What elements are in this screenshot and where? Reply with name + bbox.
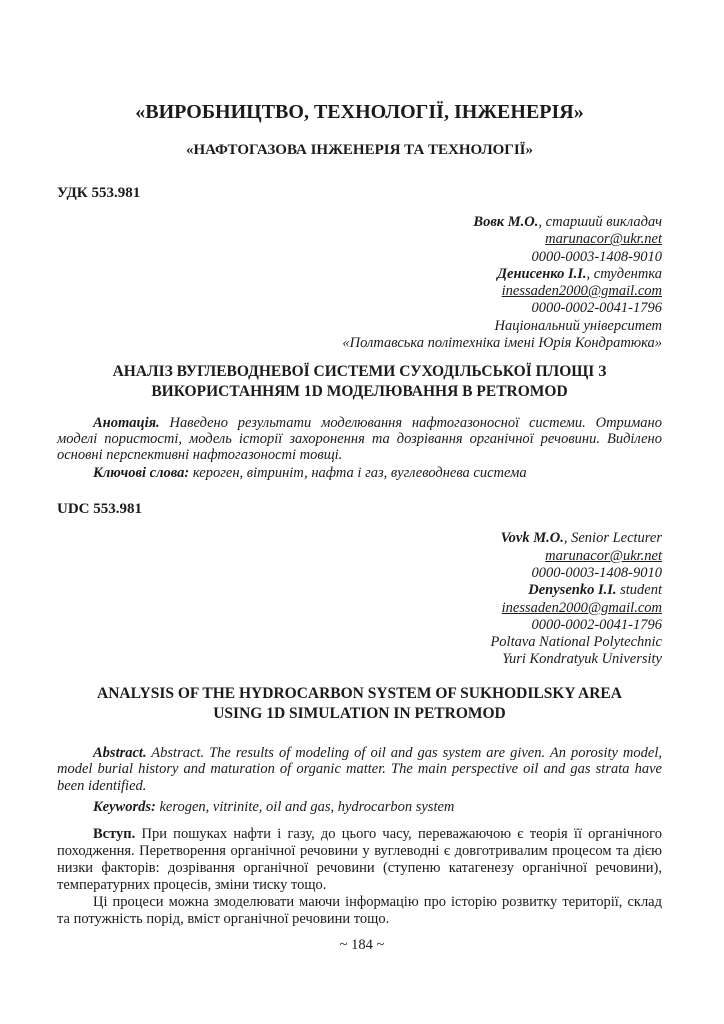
author2-line-uk — [57, 266, 662, 283]
abstract-uk — [57, 415, 662, 463]
author2-role-uk: , студентка — [586, 265, 662, 282]
abstract-label-en: Abstract. — [93, 744, 147, 761]
author1-email-link-uk[interactable]: marunacor@ukr.net — [545, 231, 662, 248]
udc-code-en: UDC 553.981 — [57, 501, 142, 518]
author2-orcid-uk: 0000-0002-0041-1796 — [531, 300, 662, 317]
authors-block-uk — [57, 214, 662, 352]
authors-block-en — [57, 530, 662, 668]
author1-line-uk — [57, 214, 662, 231]
author1-name-en: Vovk M.O. — [500, 530, 564, 547]
author1-email-line-en — [57, 548, 662, 565]
author1-name-uk: Вовк М.О. — [473, 214, 539, 230]
author2-name-uk: Денисенко І.І. — [497, 265, 587, 282]
intro-paragraph-2: Ці процеси можна змоделювати маючи інформацію про історію розвитку території, склад та потужність порід, вміст органічної речовини тощо. — [57, 893, 662, 927]
abstract-en — [57, 745, 662, 795]
article-title-en: ANALYSIS OF THE HYDROCARBON SYSTEM OF SUKHODILSKY AREA USING 1D SIMULATION IN PETROMOD — [97, 684, 622, 722]
intro-paragraph-1 — [57, 826, 662, 894]
author2-name-en: Denysenko I.I. — [528, 582, 617, 599]
keywords-uk — [57, 465, 662, 481]
intro-text-1: При пошуках нафти і газу, до цього часу, переважаючою є теорія її органічного походження. Перетворення органічної речовини у вуглеводні є довготривалим процесом та дією низки факторів: дозрівання органічної речовини (ступеню катагенезу органічної речовини), температурних процесів, зміни тиску тощо. — [57, 825, 662, 893]
affiliation-line1-en: Poltava National Polytechnic — [490, 634, 662, 651]
author1-line-en — [57, 530, 662, 547]
author1-email-line-uk — [57, 231, 662, 248]
author2-email-link-uk[interactable]: inessaden2000@gmail.com — [501, 283, 662, 300]
abstract-text-uk: Наведено результати моделювання нафтогазоносної системи. Отримано моделі пористості, модель історії захоронення та дозрівання органічної речовини. Виділено основні перспективні нафтогазоності товщі. — [57, 415, 662, 464]
affiliation-line1-uk: Національний університет — [494, 317, 662, 334]
author2-email-line-en — [57, 600, 662, 617]
author2-email-link-en[interactable]: inessaden2000@gmail.com — [501, 599, 662, 616]
author2-orcid-en: 0000-0002-0041-1796 — [531, 616, 662, 633]
keywords-text-en: kerogen, vitrinite, oil and gas, hydrocarbon system — [155, 798, 455, 815]
keywords-label-en: Keywords: — [93, 798, 156, 815]
author1-email-link-en[interactable]: marunacor@ukr.net — [545, 547, 662, 564]
affiliation-line2-en: Yuri Kondratyuk University — [502, 651, 662, 668]
series-title: «НАФТОГАЗОВА ІНЖЕНЕРІЯ ТА ТЕХНОЛОГІЇ» — [185, 142, 534, 158]
author1-orcid-en: 0000-0003-1408-9010 — [531, 564, 662, 581]
author1-orcid-uk: 0000-0003-1408-9010 — [531, 248, 662, 265]
page-number: ~ 184 ~ — [339, 937, 385, 953]
article-title-uk: АНАЛІЗ ВУГЛЕВОДНЕВОЇ СИСТЕМИ СУХОДІЛЬСЬКОЇ ПЛОЩІ З ВИКОРИСТАННЯМ 1D МОДЕЛЮВАННЯ В PETROMOD — [112, 363, 607, 401]
udk-code-uk: УДК 553.981 — [57, 185, 141, 201]
author1-role-en: , Senior Lecturer — [563, 530, 662, 547]
author2-role-en: student — [616, 582, 662, 599]
keywords-text-uk: кероген, вітриніт, нафта і газ, вуглеводнева система — [189, 465, 527, 482]
author1-role-uk: , старший викладач — [538, 214, 662, 230]
journal-title: «ВИРОБНИЦТВО, ТЕХНОЛОГІЇ, ІНЖЕНЕРІЯ» — [135, 101, 584, 123]
author2-email-line-uk — [57, 283, 662, 300]
abstract-label-uk: Анотація. — [93, 415, 160, 432]
author2-line-en — [57, 582, 662, 599]
keywords-en — [57, 799, 662, 815]
intro-label: Вступ. — [93, 825, 136, 842]
keywords-label-uk: Ключові слова: — [93, 465, 190, 482]
abstract-text-en: Abstract. The results of modeling of oil and gas system are given. An porosity model, model burial history and maturation of organic matter. The main perspective oil and gas strata have been identified. — [57, 744, 662, 795]
affiliation-line2-uk: «Полтавська політехніка імені Юрія Кондратюка» — [342, 335, 662, 352]
